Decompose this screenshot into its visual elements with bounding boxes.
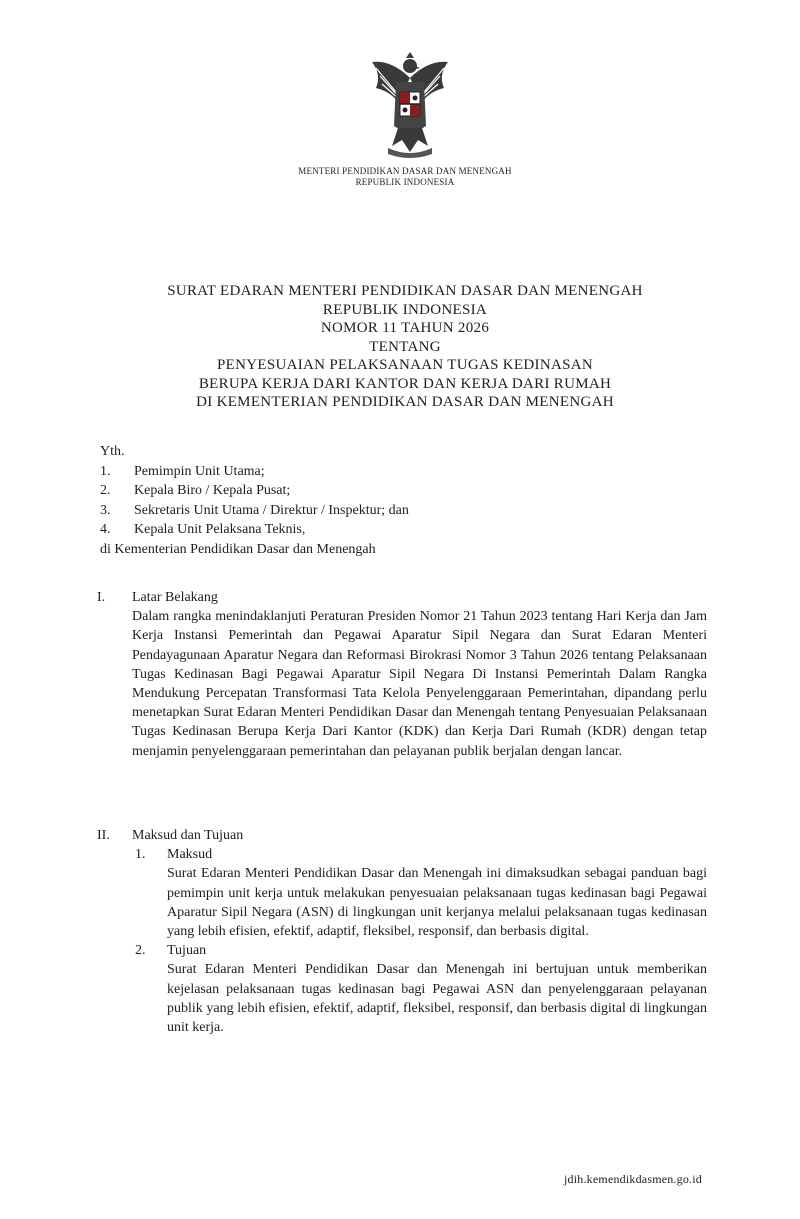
subsection-number: 1. — [135, 847, 146, 863]
item-number: 2. — [100, 483, 111, 498]
garuda-emblem-icon — [362, 48, 458, 160]
section-number: II. — [97, 828, 110, 843]
addressee-item — [100, 520, 409, 540]
republic-title: REPUBLIK INDONESIA — [355, 177, 455, 187]
letterhead — [0, 166, 800, 188]
addressee-item — [100, 501, 409, 521]
addressee-closing: di Kementerian Pendidikan Dasar dan Menengah — [100, 541, 376, 557]
item-text: Sekretaris Unit Utama / Direktur / Inspektur; dan — [134, 502, 409, 518]
subsection-goal — [135, 941, 707, 1037]
subsection-heading: Maksud — [167, 847, 213, 863]
section-body: Dalam rangka menindaklanjuti Peraturan Presiden Nomor 21 Tahun 2023 tentang Hari Kerja dan Jam Kerja Instansi Pemerintah dan Pegawai Aparatur Sipil Negara dan Surat Edaran Menteri Pendayagunaan Aparatur Negara dan Reformasi Birokrasi Nomor 3 Tahun 2026 tentang Pelaksanaan Tugas Kedinasan Bagi Pegawai Aparatur Sipil Negara Di Instansi Pemerintah Dalam Rangka Mendukung Percepatan Transformasi Tata Kelola Penyelenggaraan Pemerintahan, dipandang perlu menetapkan Surat Edaran Menteri Pendidikan Dasar dan Menengah tentang Penyesuaian Pelaksanaan Tugas Kedinasan Berupa Kerja Dari Kantor (KDK) dan Kerja Dari Rumah (KDR) dengan tetap menjamin penyelenggaraan pemerintahan dan pelayanan publik berjalan dengan lancar. — [132, 609, 707, 759]
title-subject: PENYESUAIAN PELAKSANAAN TUGAS KEDINASAN — [216, 357, 593, 373]
item-number: 3. — [100, 502, 111, 518]
addressee-block — [100, 442, 409, 559]
document-title — [0, 282, 800, 412]
title-number: NOMOR 11 TAHUN 2026 — [320, 320, 490, 336]
section-background — [97, 588, 707, 761]
section-heading: Latar Belakang — [132, 590, 218, 605]
subsection-body: Surat Edaran Menteri Pendidikan Dasar dan Menengah ini bertujuan untuk memberikan kejelasan pelaksanaan tugas kedinasan bagi Pegawai ASN dan penyelenggaraan pelayanan publik yang lebih efisien, efektif, adaptif, fleksibel, responsif, dan berbasis digital di lingkungan unit kerja. — [167, 962, 707, 1036]
title-line: SURAT EDARAN MENTERI PENDIDIKAN DASAR DAN MENENGAH — [167, 283, 643, 299]
item-text: Pemimpin Unit Utama; — [134, 463, 265, 479]
item-text: Kepala Unit Pelaksana Teknis, — [134, 522, 306, 537]
addressee-item — [100, 481, 409, 501]
item-number: 4. — [100, 522, 111, 537]
subsection-heading: Tujuan — [167, 943, 207, 959]
title-subject: DI KEMENTERIAN PENDIDIKAN DASAR DAN MENENGAH — [196, 394, 614, 410]
subsection-body: Surat Edaran Menteri Pendidikan Dasar dan Menengah ini dimaksudkan sebagai panduan bagi pemimpin unit kerja untuk melakukan penyesuaian pelaksanaan tugas kedinasan bagi Pegawai Aparatur Sipil Negara (ASN) di lingkungan unit kerjanya melalui pelaksanaan tugas kedinasan yang lebih efisien, efektif, adaptif, fleksibel, responsif, dan berbasis digital. — [167, 866, 707, 940]
title-line: REPUBLIK INDONESIA — [322, 301, 488, 318]
section-heading: Maksud dan Tujuan — [132, 828, 244, 843]
addressee-item — [100, 462, 409, 482]
section-purpose — [97, 826, 707, 1037]
footer-website: jdih.kemendikdasmen.go.id — [564, 1172, 702, 1186]
salutation: Yth. — [100, 444, 125, 459]
section-number: I. — [97, 590, 106, 605]
subsection-intent — [135, 845, 707, 941]
title-line: TENTANG — [369, 338, 441, 355]
minister-title: MENTERI PENDIDIKAN DASAR DAN MENENGAH — [298, 166, 512, 176]
subsection-number: 2. — [135, 943, 146, 959]
item-number: 1. — [100, 463, 111, 479]
title-subject: BERUPA KERJA DARI KANTOR DAN KERJA DARI RUMAH — [198, 375, 612, 392]
item-text: Kepala Biro / Kepala Pusat; — [134, 483, 291, 498]
